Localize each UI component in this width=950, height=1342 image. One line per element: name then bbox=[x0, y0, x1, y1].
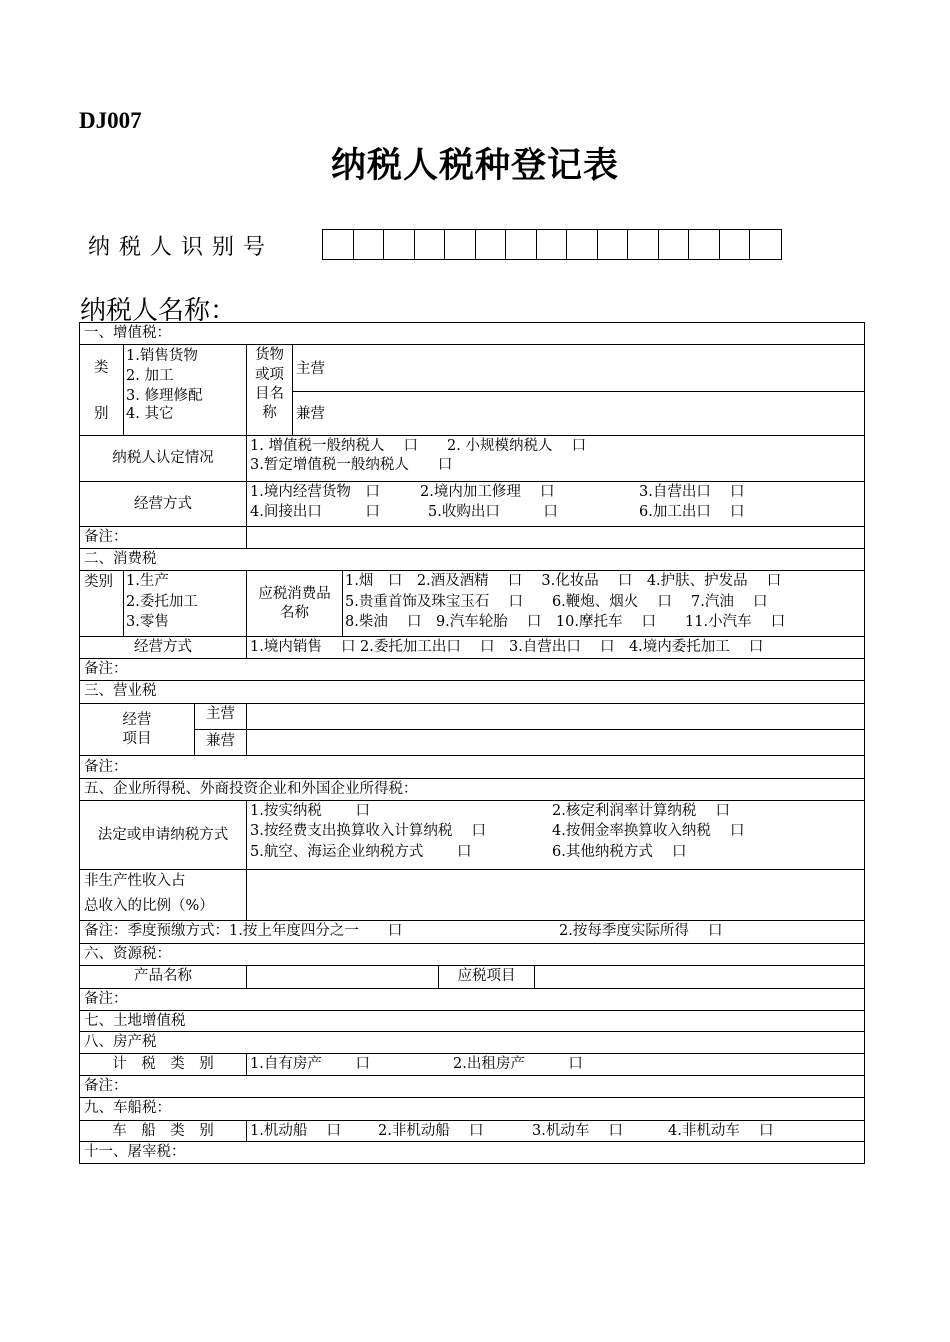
taxable-goods-options[interactable]: 8.柴油 口 9.汽车轮胎 口 10.摩托车 口 11.小汽车 口 bbox=[345, 614, 786, 630]
consumption-operation-label: 经营方式 bbox=[134, 639, 192, 655]
tax-method-option[interactable]: 6.其他纳税方式 口 bbox=[552, 844, 687, 860]
goods-name-label: 或项 bbox=[255, 367, 284, 383]
col-divider bbox=[342, 570, 343, 636]
goods-name-label: 货物 bbox=[255, 347, 284, 363]
vehicle-category-option[interactable]: 2.非机动船 口 bbox=[378, 1123, 484, 1139]
taxpayer-id-digit-box[interactable] bbox=[476, 230, 507, 259]
consumption-category-option[interactable]: 3.零售 bbox=[126, 614, 169, 630]
taxable-goods-label: 名称 bbox=[280, 605, 309, 621]
taxpayer-recognition-label: 纳税人认定情况 bbox=[112, 450, 214, 466]
section-heading-land: 七、土地增值税 bbox=[84, 1013, 186, 1029]
vat-category-option[interactable]: 2. 加工 bbox=[126, 368, 174, 384]
tax-method-option[interactable]: 1.按实纳税 口 bbox=[250, 803, 370, 819]
taxpayer-id-digit-box[interactable] bbox=[720, 230, 751, 259]
tax-method-option[interactable]: 2.核定利润率计算纳税 口 bbox=[552, 803, 730, 819]
taxpayer-id-digit-box[interactable] bbox=[659, 230, 690, 259]
row-divider bbox=[80, 869, 864, 870]
section-heading-resource: 六、资源税： bbox=[84, 946, 171, 962]
consumption-category-label: 类别 bbox=[84, 574, 113, 590]
nonproduction-ratio-label: 非生产性收入占 bbox=[84, 873, 186, 889]
vat-operation-option[interactable]: 5.收购出口 口 bbox=[428, 504, 558, 520]
taxpayer-id-label: 纳税人识别号 bbox=[88, 235, 275, 260]
row-divider bbox=[194, 729, 864, 730]
property-category-label: 计 税 类 别 bbox=[112, 1056, 214, 1072]
taxpayer-id-digit-box[interactable] bbox=[567, 230, 598, 259]
col-divider bbox=[292, 344, 293, 435]
business-item-label: 经营 bbox=[122, 712, 152, 728]
nonproduction-ratio-label: 总收入的比例（%） bbox=[84, 898, 214, 914]
row-divider bbox=[80, 435, 864, 436]
taxpayer-id-digit-box[interactable] bbox=[598, 230, 629, 259]
row-divider bbox=[80, 1120, 864, 1121]
row-divider bbox=[80, 778, 864, 779]
taxpayer-id-digit-box[interactable] bbox=[354, 230, 385, 259]
taxpayer-id-digit-box[interactable] bbox=[445, 230, 476, 259]
col-divider bbox=[246, 1053, 247, 1075]
tax-method-label: 法定或申请纳税方式 bbox=[97, 827, 229, 843]
section-heading-slaughter: 十一、屠宰税： bbox=[84, 1144, 186, 1160]
row-divider bbox=[80, 1141, 864, 1142]
col-divider bbox=[246, 800, 247, 920]
vat-category-option[interactable]: 1.销售货物 bbox=[126, 348, 198, 364]
vat-category-option[interactable]: 4. 其它 bbox=[126, 406, 174, 422]
resource-product-label: 产品名称 bbox=[134, 968, 192, 984]
quarterly-prepay-option[interactable]: 2.按每季度实际所得 口 bbox=[559, 923, 723, 939]
taxpayer-id-digit-box[interactable] bbox=[750, 230, 781, 259]
tax-method-option[interactable]: 4.按佣金率换算收入纳税 口 bbox=[552, 823, 745, 839]
section-heading-business: 三、营业税 bbox=[84, 683, 157, 699]
taxpayer-id-digit-box[interactable] bbox=[537, 230, 568, 259]
row-divider bbox=[80, 1010, 864, 1011]
taxpayer-id-digit-box[interactable] bbox=[628, 230, 659, 259]
consumption-category-option[interactable]: 2.委托加工 bbox=[126, 594, 198, 610]
taxable-goods-options[interactable]: 5.贵重首饰及珠宝玉石 口 6.鞭炮、烟火 口 7.汽油 口 bbox=[345, 594, 768, 610]
row-divider bbox=[80, 658, 864, 659]
taxpayer-id-digit-box[interactable] bbox=[323, 230, 354, 259]
goods-name-label: 目名 bbox=[255, 386, 284, 402]
property-remarks-label: 备注： bbox=[84, 1078, 128, 1094]
col-divider bbox=[246, 1120, 247, 1141]
col-divider bbox=[246, 703, 247, 755]
page-title: 纳税人税种登记表 bbox=[330, 145, 619, 186]
row-divider bbox=[80, 1097, 864, 1098]
tax-method-option[interactable]: 5.航空、海运企业纳税方式 口 bbox=[250, 844, 472, 860]
row-divider bbox=[80, 965, 864, 966]
business-side-label: 兼营 bbox=[206, 733, 235, 749]
taxpayer-name-label: 纳税人名称： bbox=[80, 296, 237, 326]
property-category-option[interactable]: 2.出租房产 口 bbox=[453, 1056, 583, 1072]
vat-side-business-label: 兼营 bbox=[296, 406, 325, 422]
business-remarks-label: 备注： bbox=[84, 759, 128, 775]
row-divider bbox=[80, 1031, 864, 1032]
row-divider bbox=[80, 1075, 864, 1076]
taxable-goods-label: 应税消费品 bbox=[258, 586, 331, 602]
vat-operation-label: 经营方式 bbox=[134, 496, 192, 512]
row-divider bbox=[80, 1053, 864, 1054]
resource-remarks-label: 备注： bbox=[84, 991, 128, 1007]
row-divider bbox=[80, 703, 864, 704]
row-divider bbox=[80, 526, 864, 527]
taxpayer-id-digit-box[interactable] bbox=[384, 230, 415, 259]
row-divider bbox=[80, 680, 864, 681]
taxpayer-id-digit-box[interactable] bbox=[506, 230, 537, 259]
vat-operation-option[interactable]: 6.加工出口 口 bbox=[639, 504, 745, 520]
vehicle-category-option[interactable]: 3.机动车 口 bbox=[532, 1123, 623, 1139]
col-divider bbox=[123, 344, 124, 435]
vat-category-option[interactable]: 3. 修理修配 bbox=[126, 388, 203, 404]
row-divider bbox=[80, 481, 864, 482]
vat-operation-option[interactable]: 3.自营出口 口 bbox=[639, 484, 745, 500]
vat-operation-option[interactable]: 2.境内加工修理 口 bbox=[420, 484, 555, 500]
col-divider bbox=[123, 570, 124, 636]
consumption-category-option[interactable]: 1.生产 bbox=[126, 573, 169, 589]
form-code: DJ007 bbox=[79, 108, 142, 133]
vehicle-category-option[interactable]: 1.机动船 口 bbox=[250, 1123, 341, 1139]
row-divider bbox=[80, 636, 864, 637]
col-divider bbox=[534, 965, 535, 988]
row-divider bbox=[80, 943, 864, 944]
row-divider bbox=[80, 344, 864, 345]
taxpayer-id-boxes[interactable] bbox=[322, 229, 782, 260]
taxpayer-id-digit-box[interactable] bbox=[415, 230, 446, 259]
goods-name-label: 称 bbox=[262, 405, 277, 421]
business-item-label: 项目 bbox=[122, 731, 152, 747]
taxpayer-recognition-options[interactable]: 3.暂定增值税一般纳税人 口 bbox=[250, 457, 453, 473]
row-divider bbox=[80, 548, 864, 549]
vat-category-label: 类 bbox=[94, 360, 109, 376]
row-divider bbox=[80, 920, 864, 921]
property-category-option[interactable]: 1.自有房产 口 bbox=[250, 1056, 370, 1072]
consumption-remarks-label: 备注： bbox=[84, 661, 128, 677]
section-heading-income: 五、企业所得税、外商投资企业和外国企业所得税： bbox=[84, 781, 418, 797]
business-main-label: 主营 bbox=[206, 706, 235, 722]
vehicle-category-label: 车 船 类 别 bbox=[112, 1123, 214, 1139]
taxable-goods-options[interactable]: 1.烟 口 2.酒及酒精 口 3.化妆品 口 4.护肤、护发品 口 bbox=[345, 573, 782, 589]
tax-registration-form bbox=[79, 322, 865, 1164]
vat-main-business-label: 主营 bbox=[296, 361, 325, 377]
row-divider bbox=[80, 988, 864, 989]
section-heading-vehicle: 九、车船税： bbox=[84, 1100, 171, 1116]
section-heading-property: 八、房产税 bbox=[84, 1034, 157, 1050]
quarterly-prepay-option[interactable]: 备注：季度预缴方式：1.按上年度四分之一 口 bbox=[84, 923, 403, 939]
vat-operation-option[interactable]: 1.境内经营货物 口 bbox=[250, 484, 380, 500]
vat-operation-option[interactable]: 4.间接出口 口 bbox=[250, 504, 380, 520]
row-divider bbox=[80, 800, 864, 801]
section-heading-vat: 一、增值税： bbox=[84, 325, 171, 341]
row-divider bbox=[80, 755, 864, 756]
taxpayer-id-digit-box[interactable] bbox=[689, 230, 720, 259]
row-divider bbox=[292, 391, 864, 392]
resource-taxable-item-label: 应税项目 bbox=[457, 968, 516, 984]
taxpayer-recognition-options[interactable]: 1. 增值税一般纳税人 口 2. 小规模纳税人 口 bbox=[250, 438, 587, 454]
tax-method-option[interactable]: 3.按经费支出换算收入计算纳税 口 bbox=[250, 823, 486, 839]
vat-remarks-label: 备注： bbox=[84, 529, 128, 545]
vehicle-category-option[interactable]: 4.非机动车 口 bbox=[668, 1123, 774, 1139]
col-divider bbox=[246, 965, 247, 988]
section-heading-consumption: 二、消费税 bbox=[84, 551, 157, 567]
row-divider bbox=[80, 570, 864, 571]
consumption-operation-options[interactable]: 1.境内销售 口 2.委托加工出口 口 3.自营出口 口 4.境内委托加工 口 bbox=[250, 639, 764, 655]
vat-category-label: 别 bbox=[94, 406, 109, 422]
